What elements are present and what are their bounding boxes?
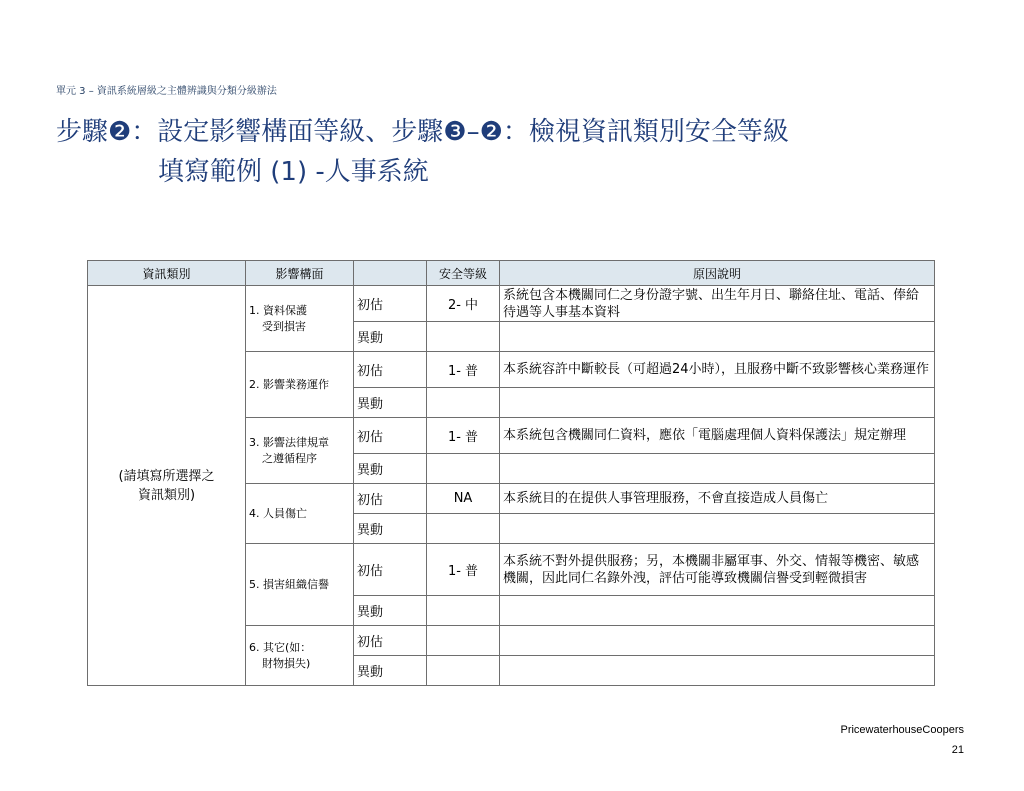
initial-reason: 系統包含本機關同仁之身份證字號、出生年月日、聯絡住址、電話、俸給待遇等人事基本資料 — [500, 286, 935, 322]
initial-reason — [500, 626, 935, 656]
impact-line-1: 5. 損害組織信譽 — [249, 577, 329, 591]
initial-reason: 本系統容許中斷較長（可超過24小時），且服務中斷不致影響核心業務運作 — [500, 352, 935, 388]
impact-line-1: 3. 影響法律規章 — [249, 435, 329, 449]
initial-reason: 本系統不對外提供服務；另，本機關非屬軍事、外交、情報等機密、敏感機關，因此同仁名錄外洩，評估可能導致機關信譽受到輕微損害 — [500, 544, 935, 596]
category-cell — [88, 286, 246, 686]
title-line-1: 步驟❷：設定影響構面等級、步驟❸–❷：檢視資訊類別安全等級 — [56, 117, 789, 147]
initial-reason: 本系統目的在提供人事管理服務，不會直接造成人員傷亡 — [500, 484, 935, 514]
title-line-2: 填寫範例 (1) -人事系統 — [158, 157, 429, 187]
impact-cell — [246, 352, 354, 418]
initial-level: NA — [427, 484, 500, 514]
impact-cell — [246, 544, 354, 626]
footer-organization: PricewaterhouseCoopers — [840, 724, 964, 736]
change-level — [427, 388, 500, 418]
impact-line-2: 之遵循程序 — [262, 451, 317, 465]
initial-label: 初估 — [354, 626, 427, 656]
header-reason: 原因說明 — [500, 261, 935, 286]
initial-level: 1- 普 — [427, 544, 500, 596]
impact-assessment-table — [87, 260, 935, 686]
section-label: 單元 3 – 資訊系統層級之主體辨識與分類分級辦法 — [56, 86, 277, 97]
initial-label: 初估 — [354, 484, 427, 514]
header-blank — [354, 261, 427, 286]
initial-label: 初估 — [354, 418, 427, 454]
impact-cell — [246, 418, 354, 484]
change-reason — [500, 596, 935, 626]
header-level: 安全等級 — [427, 261, 500, 286]
initial-level: 1- 普 — [427, 352, 500, 388]
impact-line-2: 受到損害 — [262, 319, 306, 333]
initial-level: 2- 中 — [427, 286, 500, 322]
impact-line-1: 4. 人員傷亡 — [249, 506, 307, 520]
impact-line-1: 6. 其它(如： — [249, 640, 312, 654]
initial-reason: 本系統包含機關同仁資料，應依「電腦處理個人資料保護法」規定辦理 — [500, 418, 935, 454]
impact-cell — [246, 286, 354, 352]
category-line-2: 資訊類別) — [137, 487, 196, 503]
initial-label: 初估 — [354, 352, 427, 388]
change-reason — [500, 514, 935, 544]
change-reason — [500, 322, 935, 352]
change-level — [427, 596, 500, 626]
impact-cell — [246, 484, 354, 544]
initial-level — [427, 626, 500, 656]
change-label: 異動 — [354, 656, 427, 686]
change-label: 異動 — [354, 514, 427, 544]
change-level — [427, 656, 500, 686]
change-label: 異動 — [354, 322, 427, 352]
change-label: 異動 — [354, 596, 427, 626]
table-row — [88, 286, 935, 322]
initial-level: 1- 普 — [427, 418, 500, 454]
slide-title — [56, 112, 789, 192]
initial-label: 初估 — [354, 544, 427, 596]
header-category: 資訊類別 — [88, 261, 246, 286]
page-number: 21 — [951, 744, 964, 756]
impact-line-1: 1. 資料保護 — [249, 303, 307, 317]
initial-label: 初估 — [354, 286, 427, 322]
impact-line-2: 財物損失) — [262, 656, 311, 670]
table-header-row — [88, 261, 935, 286]
header-impact: 影響構面 — [246, 261, 354, 286]
change-label: 異動 — [354, 454, 427, 484]
impact-line-1: 2. 影響業務運作 — [249, 377, 329, 391]
change-label: 異動 — [354, 388, 427, 418]
change-reason — [500, 454, 935, 484]
change-level — [427, 514, 500, 544]
category-line-1: (請填寫所選擇之 — [118, 468, 215, 484]
change-reason — [500, 656, 935, 686]
change-level — [427, 322, 500, 352]
change-level — [427, 454, 500, 484]
impact-cell — [246, 626, 354, 686]
change-reason — [500, 388, 935, 418]
